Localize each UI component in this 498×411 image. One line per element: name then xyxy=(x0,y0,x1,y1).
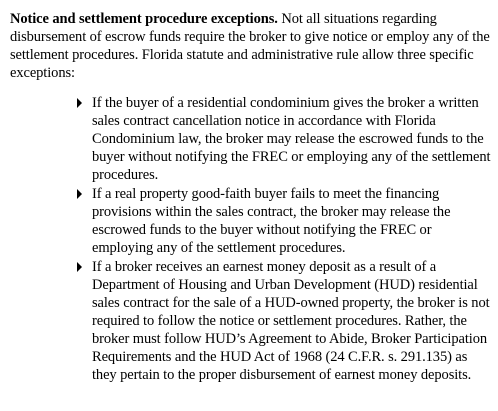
exception-item-condominium xyxy=(10,94,494,184)
exception-text: If a real property good-faith buyer fails to meet the financing provisions within the sales contract, the broker may release the escrowed funds to the buyer without notifying the FREC or employing any of the settlement procedures. xyxy=(92,186,451,256)
exception-text: If a broker receives an earnest money deposit as a result of a Department of Housing and Urban Development (HUD) residential sales contract for the sale of a HUD-owned property, the broker is not required to follow the notice or settlement procedures. Rather, the broker must follow HUD’s Agreement to Abide, Broker Participation Requirements and the HUD Act of 1968 (24 C.F.R. s. 291.135) as they pertain to the proper disbursement of earnest money deposits. xyxy=(92,259,490,383)
document-body xyxy=(10,10,494,385)
exception-item-hud xyxy=(10,258,494,384)
intro-paragraph xyxy=(10,10,494,82)
exception-text: If the buyer of a residential condominium gives the broker a written sales contract cancellation notice in accordance with Florida Condominium law, the broker may release the escrowed funds to the buyer without notifying the FREC or employing any of the settlement procedures. xyxy=(92,95,491,183)
exceptions-list xyxy=(10,94,494,384)
right-triangle-bullet-icon xyxy=(77,98,82,108)
exception-item-financing xyxy=(10,185,494,257)
right-triangle-bullet-icon xyxy=(77,189,82,199)
section-heading: Notice and settlement procedure exceptions. xyxy=(10,11,278,27)
intro-text: Not all situations regarding disbursement of escrow funds require the broker to give notice or employ any of the settlement procedures. Florida statute and administrative rule allow three specific exceptions: xyxy=(10,11,490,81)
right-triangle-bullet-icon xyxy=(77,262,82,272)
